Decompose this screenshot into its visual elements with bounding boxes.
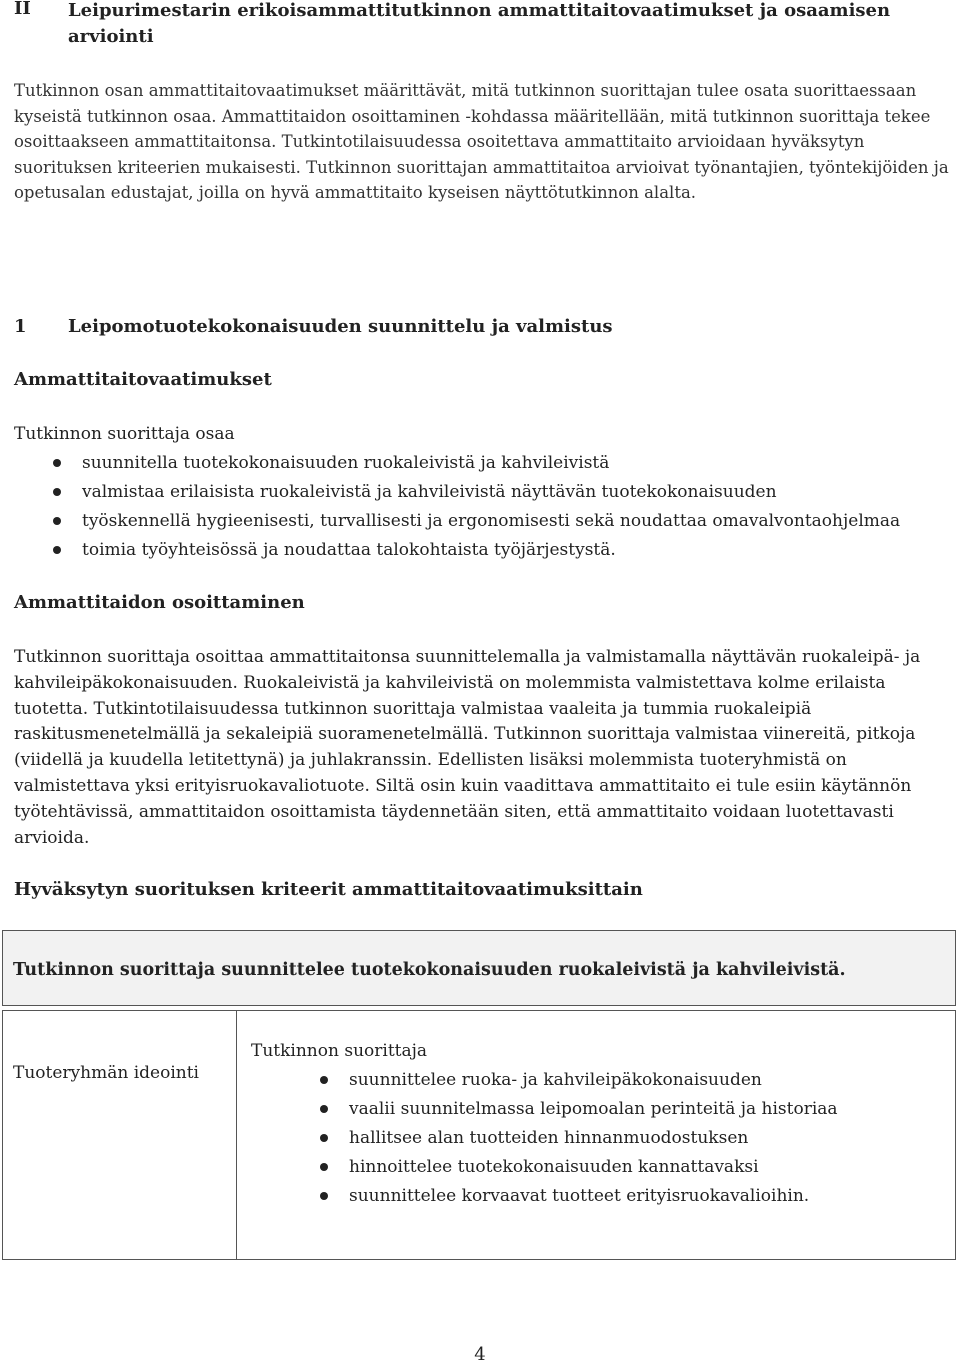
criteria-box-header	[2, 930, 956, 1006]
requirements-heading: Ammattitaitovaatimukset	[14, 369, 272, 390]
chapter-number: II	[14, 0, 31, 19]
criteria-table	[2, 1010, 956, 1260]
bullet-icon	[53, 459, 61, 467]
bullet-icon	[320, 1076, 328, 1084]
bullet-icon	[320, 1105, 328, 1113]
list-item: hallitsee alan tuotteiden hinnanmuodostuksen	[3, 1124, 941, 1153]
bullet-icon	[320, 1163, 328, 1171]
criteria-row-content	[251, 1037, 941, 1211]
criteria-list	[3, 1066, 941, 1211]
demonstration-heading: Ammattitaidon osoittaminen	[14, 592, 305, 613]
section-title: Leipomotuotekokonaisuuden suunnittelu ja valmistus	[68, 316, 613, 337]
list-item: vaalii suunnitelmassa leipomoalan perinteitä ja historiaa	[3, 1095, 941, 1124]
requirements-list-wrapper	[14, 449, 949, 565]
page-number: 4	[474, 1344, 486, 1365]
bullet-icon	[53, 488, 61, 496]
criteria-heading: Hyväksytyn suorituksen kriteerit ammattitaitovaatimuksittain	[14, 879, 643, 900]
criteria-box-title: Tutkinnon suorittaja suunnittelee tuotekokonaisuuden ruokaleivistä ja kahvileivistä.	[13, 960, 846, 980]
list-item: suunnitella tuotekokonaisuuden ruokaleivistä ja kahvileivistä	[14, 449, 949, 478]
bullet-icon	[320, 1192, 328, 1200]
criteria-row-label: Tuoteryhmän ideointi	[13, 1063, 199, 1083]
list-item: toimia työyhteisössä ja noudattaa talokohtaista työjärjestystä.	[14, 536, 949, 565]
bullet-icon	[320, 1134, 328, 1142]
section-number: 1	[14, 316, 27, 337]
list-item: suunnittelee ruoka- ja kahvileipäkokonaisuuden	[3, 1066, 941, 1095]
demonstration-paragraph: Tutkinnon suorittaja osoittaa ammattitaitonsa suunnittelemalla ja valmistamalla näyttävän ruokaleipä- ja kahvileipäkokonaisuuden. Ruokaleivistä ja kahvileivistä on molemmista valmistettava kolme erilaista tuotetta. Tutkintotilaisuudessa tutkinnon suorittaja valmistaa vaaleita ja tummia ruokaleipiä raskitusmenetelmällä ja sekaleipiä suoramenetelmällä. Tutkinnon suorittaja valmistaa viinereitä, pitkoja (viidellä ja kuudella letitettynä) ja juhlakranssin. Edellisten lisäksi molemmista tuoteryhmistä on valmistettava yksi erityisruokavaliotuote. Siltä osin kuin vaadittava ammattitaito ei tule esiin käytännön työtehtävissä, ammattitaidon osoittamista täydennetään siten, että ammattitaito voidaan luotettavasti arvioida.	[14, 647, 921, 848]
bullet-icon	[53, 517, 61, 525]
requirements-list	[14, 449, 949, 565]
criteria-row-intro: Tutkinnon suorittaja	[251, 1041, 428, 1061]
list-item: työskennellä hygieenisesti, turvallisesti ja ergonomisesti sekä noudattaa omavalvontaohjelmaa	[14, 507, 949, 536]
list-item: hinnoittelee tuotekokonaisuuden kannattavaksi	[3, 1153, 941, 1182]
list-item: valmistaa erilaisista ruokaleivistä ja kahvileivistä näyttävän tuotekokonaisuuden	[14, 478, 949, 507]
list-item: suunnittelee korvaavat tuotteet erityisruokavalioihin.	[3, 1182, 941, 1211]
intro-paragraph: Tutkinnon osan ammattitaitovaatimukset määrittävät, mitä tutkinnon suorittajan tulee osata suorittaessaan kyseistä tutkinnon osaa. Ammattitaidon osoittaminen -kohdassa määritellään, mitä tutkinnon suorittaja tekee osoittaakseen ammattitaitonsa. Tutkintotilaisuudessa osoitettava ammattitaito arvioidaan hyväksytyn suorituksen kriteerien mukaisesti. Tutkinnon suorittajan ammattitaitoa arvioivat työnantajien, työntekijöiden ja opetusalan edustajat, joilla on hyvä ammattitaito kyseisen näyttötutkinnon alalta.	[14, 81, 949, 202]
section-heading	[14, 316, 944, 337]
chapter-heading	[14, 0, 954, 52]
requirements-intro: Tutkinnon suorittaja osaa	[14, 424, 235, 444]
chapter-title: Leipurimestarin erikoisammattitutkinnon ammattitaitovaatimukset ja osaamisen arviointi	[68, 0, 891, 47]
bullet-icon	[53, 546, 61, 554]
